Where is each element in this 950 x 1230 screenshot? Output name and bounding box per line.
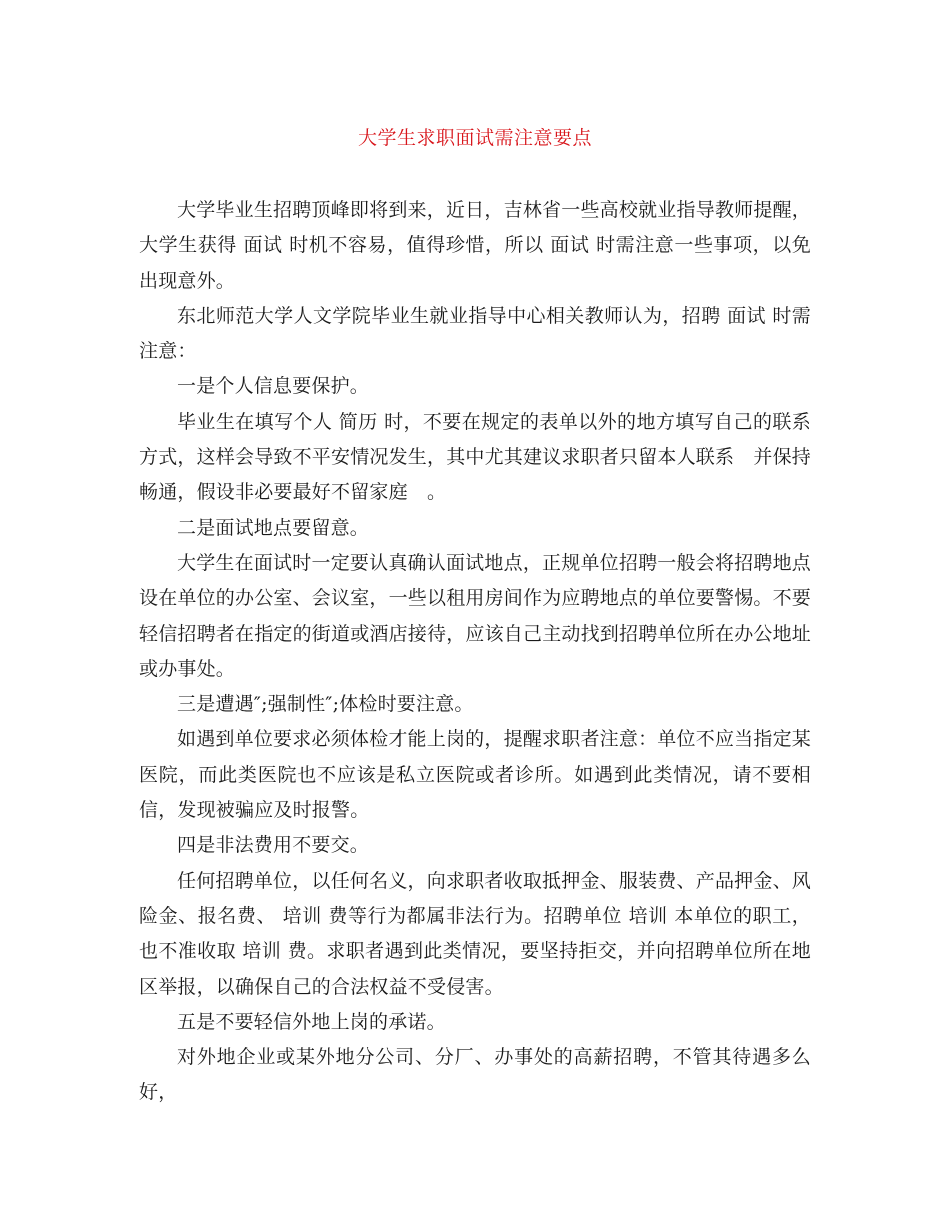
paragraph: 五是不要轻信外地上岗的承诺。	[177, 1010, 446, 1033]
paragraph: 任何招聘单位，以任何名义，向求职者收取抵押金、服装费、产品押金、风险金、报名费、 培训 费等行为都属非法行为。招聘单位 培训 本单位的职工，也不准收取 培训 费。求职者遇到此类情况，要坚持拒交，并向招聘单位所在地区举报，以确保自己的合法权益不受侵害。	[139, 869, 811, 998]
paragraph: 对外地企业或某外地分公司、分厂、办事处的高薪招聘，不管其待遇多么好，	[139, 1046, 811, 1104]
paragraph: 如遇到单位要求必须体检才能上岗的，提醒求职者注意：单位不应当指定某医院，而此类医院也不应该是私立医院或者诊所。如遇到此类情况，请不要相信，发现被骗应及时报警。	[139, 728, 811, 822]
paragraph: 一是个人信息要保护。	[177, 375, 370, 398]
paragraph: 东北师范大学人文学院毕业生就业指导中心相关教师认为，招聘 面试 时需注意：	[139, 304, 811, 363]
paragraph: 大学生在面试时一定要认真确认面试地点，正规单位招聘一般会将招聘地点设在单位的办公室、会议室，一些以租用房间作为应聘地点的单位要警惕。不要轻信招聘者在指定的街道或酒店接待，应该自己主动找到招聘单位所在办公地址或办事处。	[139, 551, 812, 680]
paragraph: 大学毕业生招聘顶峰即将到来，近日，吉林省一些高校就业指导教师提醒，大学生获得 面试 时机不容易，值得珍惜，所以 面试 时需注意一些事项，以免出现意外。	[139, 199, 811, 292]
paragraph: 毕业生在填写个人 简历 时，不要在规定的表单以外的地方填写自己的联系方式，这样会导致不平安情况发生，其中尤其建议求职者只留本人联系 并保持畅通，假设非必要最好不留家庭 。	[139, 410, 812, 504]
document-body	[139, 193, 811, 1111]
paragraph: 四是非法费用不要交。	[177, 834, 370, 857]
paragraph: 二是面试地点要留意。	[177, 516, 370, 539]
document-title: 大学生求职面试需注意要点	[357, 127, 592, 149]
paragraph: 三是遭遇″;强制性″;体检时要注意。	[177, 693, 474, 716]
